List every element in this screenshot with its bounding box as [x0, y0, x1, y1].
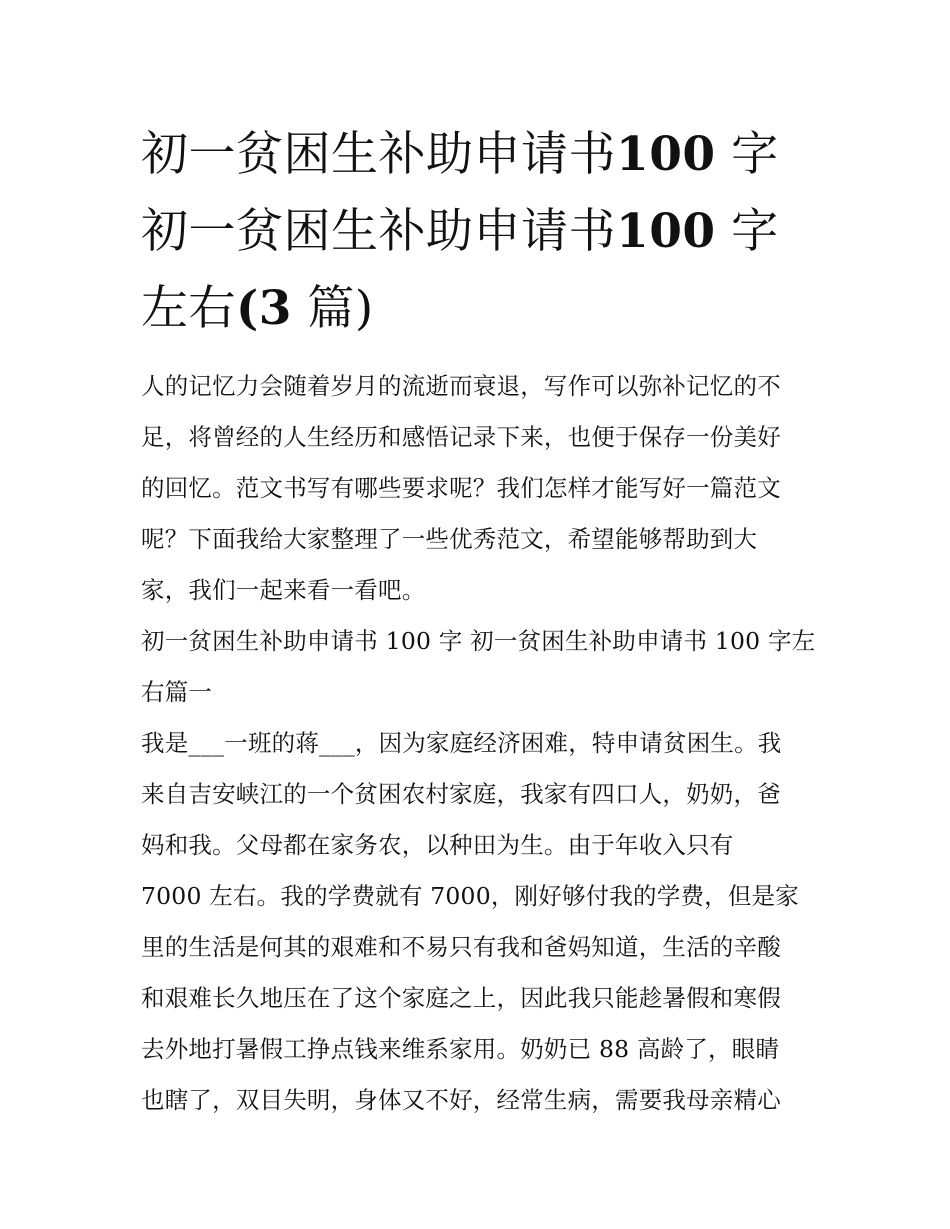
text-line: 也瞎了，双目失明，身体又不好，经常生病，需要我母亲精心 — [141, 1086, 781, 1114]
section-heading — [141, 616, 821, 718]
text-line: 妈和我。父母都在家务农，以种田为生。由于年收入只有 — [141, 831, 734, 859]
text-line: 里的生活是何其的艰难和不易只有我和爸妈知道，生活的辛酸 — [141, 933, 781, 961]
text-line: 去外地打暑假工挣点钱来维系家用。奶奶已 88 高龄了，眼睛 — [141, 1035, 780, 1063]
title-line: 初一贫困生补助申请书100 字 — [141, 204, 779, 259]
text-line: 来自吉安峡江的一个贫困农村家庭，我家有四口人，奶奶，爸 — [141, 780, 781, 808]
title-line: 初一贫困生补助申请书100 字 — [141, 127, 779, 182]
text-line: 和艰难长久地压在了这个家庭之上，因此我只能趁暑假和寒假 — [141, 984, 781, 1012]
text-line: 的回忆。范文书写有哪些要求呢？我们怎样才能写好一篇范文 — [141, 474, 781, 502]
text-line: 7000 左右。我的学费就有 7000，刚好够付我的学费，但是家 — [141, 882, 799, 910]
text-line: 足，将曾经的人生经历和感悟记录下来，也便于保存一份美好 — [141, 423, 781, 451]
intro-paragraph — [141, 361, 821, 616]
text-line: 人的记忆力会随着岁月的流逝而衰退，写作可以弥补记忆的不 — [141, 372, 781, 400]
text-line: 呢？下面我给大家整理了一些优秀范文，希望能够帮助到大 — [141, 525, 758, 553]
text-line: 家，我们一起来看一看吧。 — [141, 576, 426, 604]
document-title — [141, 116, 821, 347]
text-line: 我是___一班的蒋___，因为家庭经济困难，特申请贫困生。我 — [141, 729, 782, 757]
text-line: 初一贫困生补助申请书 100 字 初一贫困生补助申请书 100 字左 — [141, 627, 816, 655]
title-line: 左右(3 篇) — [141, 281, 374, 336]
text-line: 右篇一 — [141, 678, 213, 706]
body-paragraph — [141, 718, 821, 1126]
document-page — [141, 116, 821, 1126]
